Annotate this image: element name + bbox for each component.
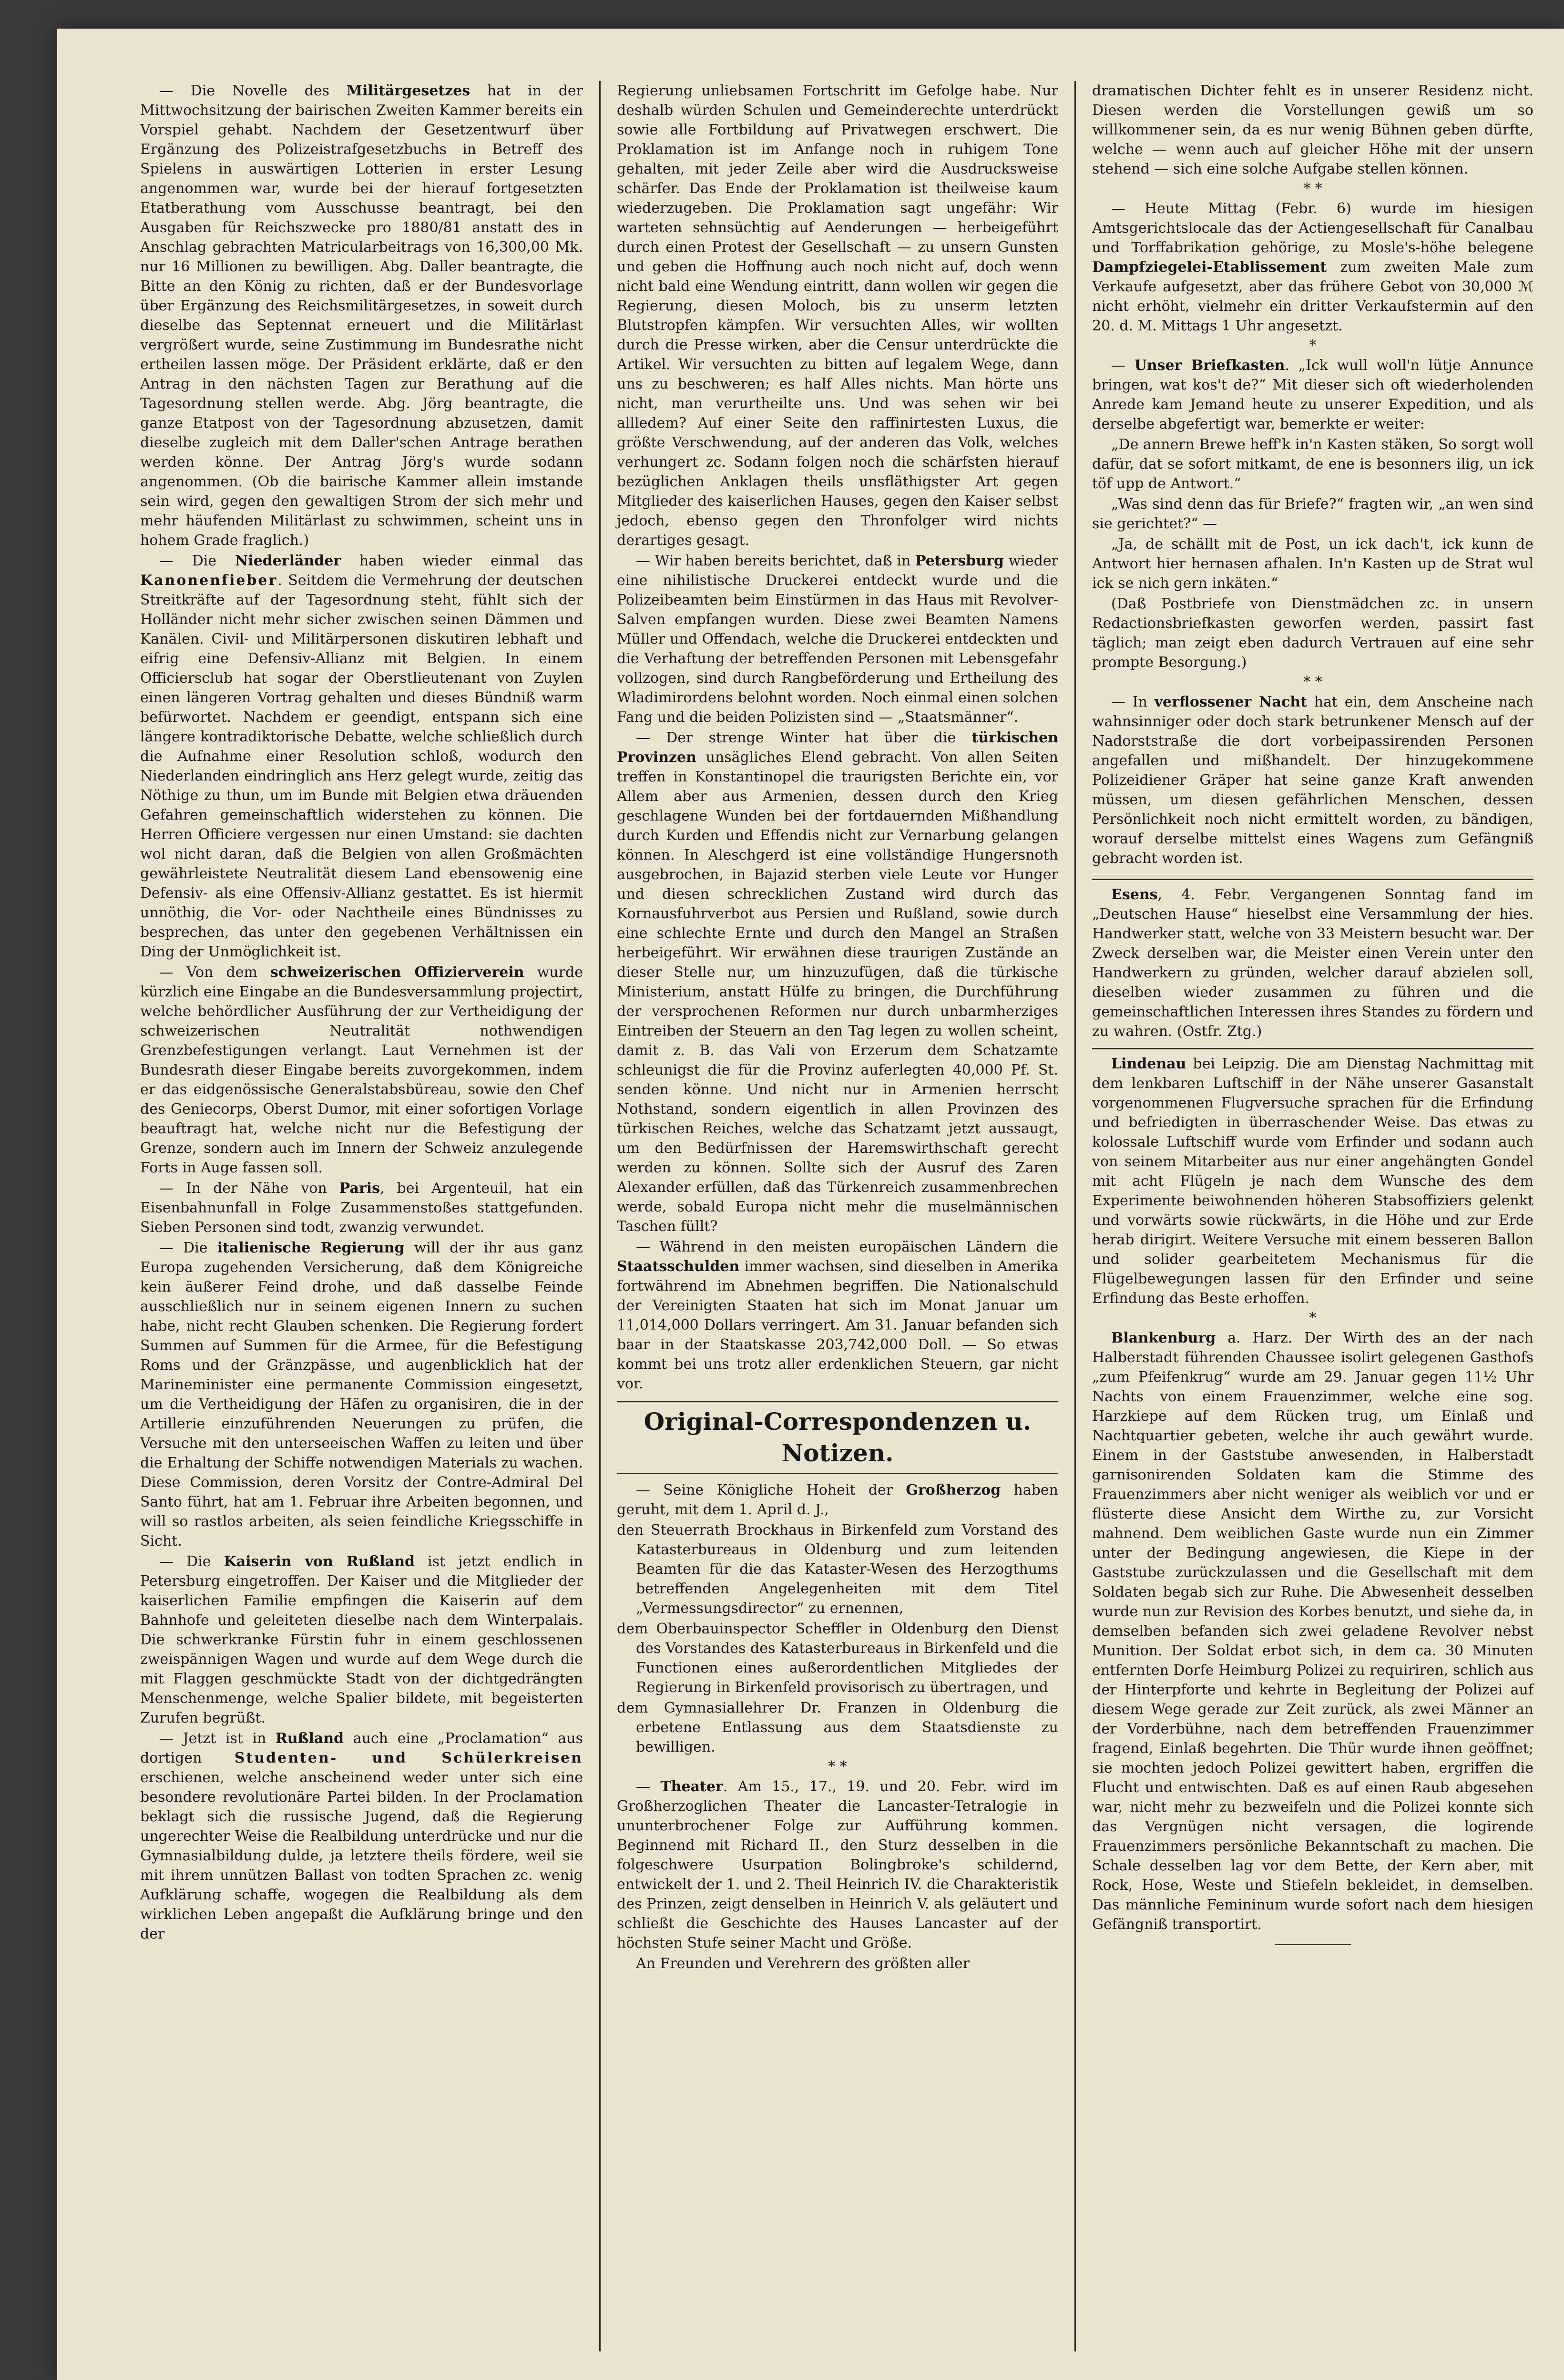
- emphasized-keyword: Lindenau: [1111, 1056, 1186, 1072]
- emphasized-keyword: Rußland: [276, 1730, 344, 1747]
- article-paragraph: [1092, 885, 1533, 1041]
- emphasized-keyword: Großherzog: [906, 1482, 1001, 1498]
- emphasized-keyword: verflossener Nacht: [1154, 694, 1307, 710]
- text-run: , bei Argenteuil, hat ein Eisenbahnunfall in Folge Zusammenstoßes stattgefunden. Sieben Personen sind todt, zwanzig verwundet.: [140, 1180, 583, 1236]
- text-run: „De annern Brewe heff'k in'n Kasten stäken, So sorgt woll dafür, dat se sofort mitkamt, de ene is besonners ilig, un ick töf upp de Antwort.“: [1092, 436, 1533, 492]
- article-paragraph: [1092, 494, 1533, 533]
- text-run: . „Ick wull woll'n lütje Annunce bringen, wat kos't de?“ Mit dieser sich oft wiederholenden Anrede kam Jemand heute zu unserer Expedition, und als derselbe abgefertigt war, bemerkte er weiter:: [1092, 357, 1534, 432]
- emphasized-keyword: italienische Regierung: [217, 1240, 405, 1256]
- emphasized-keyword: Esens: [1111, 886, 1158, 903]
- text-run: —: [636, 1778, 661, 1795]
- article-paragraph: [140, 1238, 583, 1551]
- article-paragraph: [140, 1179, 583, 1237]
- text-run: will der ihr aus ganz Europa zugehenden Versicherung, daß dem Königreiche kein äußerer Feind drohe, und daß dasselbe Feinde ausschließlich nur in seinem eigenen Innern zu suchen habe, nicht recht Glauben schenken. Die Regierung fordert Summen auf Summen für die Armee, für die Befestigung Roms und der Gränzpässe, und augenblicklich hat der Marineminister eine permanente Commission eingesetzt, um die Vertheidigung der Häfen zu organisiren, die in der Artillerie einzuführenden Neuerungen zu prüfen, die Versuche mit den unterseeischen Waffen zu leiten und über die Erhaltung der Schiffe notwendigen Materials zu wachen. Diese Commission, deren Vorsitz der Contre-Admiral Del Santo führt, hat am 1. Februar ihre Arbeiten begonnen, und will so rastlos arbeiten, als seien feindliche Kriegsschiffe in Sicht.: [140, 1240, 583, 1549]
- text-run: — Die: [159, 1553, 224, 1570]
- emphasized-keyword: Blankenburg: [1111, 1330, 1216, 1346]
- article-paragraph: [1092, 1054, 1533, 1308]
- emphasized-keyword: Niederländer: [235, 553, 341, 569]
- asterisk-separator: * *: [1303, 180, 1322, 197]
- article-paragraph: [1092, 1328, 1533, 1934]
- column-left: [124, 81, 599, 2351]
- text-run: Regierung unliebsamen Fortschritt im Gefolge habe. Nur deshalb würden Schulen und Gemeinderechte unterdrückt sowie alle Fortbildung auf Privatwegen erschwert. Die Proklamation ist im Anfange noch in ruhigem Tone gehalten, mit jeder Zeile aber wird die Ausdrucksweise schärfer. Das Ende der Proklamation ist theilweise kaum wiederzugeben. Die Proklamation sagt ungefähr: Wir warteten sehnsüchtig auf Aenderungen — herbeigeführt durch einen Protest der Gesellschaft — zu unsern Gunsten und geben die Hoffnung auch noch nicht auf, doch wenn nicht bald eine Wendung eintritt, dann wollen wir gegen die Regierung, diesen Moloch, bis zu unserm letzten Blutstropfen kämpfen. Wir versuchten Alles, wir wollten durch die Presse wirken, aber die Censur unterdrückte die Artikel. Wir versuchten zu bitten auf legalem Wege, dann uns zu beschweren; es half Alles nichts. Man hörte uns nicht, man verurtheilte uns. Und was sehen wir bei allledem? Auf einer Seite den raffinirtesten Luxus, die größte Verschwendung, auf der anderen das Volk, welches verhungert zc. Sodann folgen noch die schärfsten hierauf bezüglichen Anklagen theils unsfläthigster Art gegen Mitglieder des kaiserlichen Hauses, gegen den Kaiser selbst jedoch, ebenso gegen den Thronfolger wird nichts derartiges gesagt.: [617, 82, 1058, 549]
- text-run: (Daß Postbriefe von Dienstmädchen zc. in unsern Redactionsbriefkasten geworfen werden, passirt fast täglich; man zeigt eben dadurch Vertrauen auf eine sehr prompte Besorgung.): [1092, 595, 1533, 671]
- newspaper-page: [57, 29, 1564, 2380]
- article-paragraph: [617, 1237, 1058, 1394]
- text-run: erschienen, welche anscheinend weder unter sich eine besondere revolutionäre Partei bilden. In der Proclamation beklagt sich die russische Jugend, daß die Regierung ungerechter Weise die Realbildung unterdrücke und nur die Gymnasialbildung dulde, ja letztere theils fördere, weil sie mit ihrem unnützen Ballast von todten Sprachen zc. wenig Aufklärung schaffe, wogegen die Realbildung als dem wirklichen Leben angepaßt die Aufklärung bringe und den der: [140, 1769, 583, 1942]
- article-paragraph: [1092, 356, 1533, 434]
- article-paragraph: [140, 551, 583, 962]
- emphasized-keyword: Paris: [339, 1180, 380, 1197]
- text-run: wieder eine nihilistische Druckerei entdeckt wurde und die Polizeibeamten beim Einstürmen in das Haus mit Revolver-Salven empfangen wurden. Diese zwei Beamten Namens Müller und Offendach, welche die Druckerei entdeckten und die Verhaftung der betreffenden Personen mit Lebensgefahr vollzogen, sind durch Rangbeförderung und Ertheilung des Wladimirordens belohnt worden. Noch einmal einen solchen Fang und die beiden Polizisten sind — „Staatsmänner“.: [617, 553, 1058, 726]
- text-run: a. Harz. Der Wirth des an der nach Halberstadt führenden Chaussee isolirt gelegenen Gasthofs „zum Pfeifenkrug“ wurde am 29. Januar gegen 11½ Uhr Nachts von einem Frauenzimmer, welche eine sog. Harzkiepe auf dem Rücken trug, um Einlaß und Nachtquartier gebeten, welche ihr auch gewährt wurde. Einem in der Gaststube anwesenden, in Halberstadt garnisonirenden Soldaten kam die Stimme des Frauenzimmers aber nicht weniger als weiblich vor und er flüsterte diese Ansicht dem Wirthe zu, zur Vorsicht mahnend. Dem weiblichen Gaste wurde nun ein Zimmer unter der Bedingung angewiesen, die Kiepe in der Gaststube zurückzulassen und die Gesellschaft mit dem Soldaten begab sich zur Ruhe. Die Abwesenheit desselben wurde nun zur Revision des Korbes benutzt, und siehe da, in demselben befanden sich zwei geladene Revolver nebst Munition. Der Soldat erbot sich, in dem ca. 30 Minuten entfernten Dorfe Heimburg Polizei zu requiriren, schlich aus der Hinterpforte und kehrte in Begleitung der Polizei auf diesem Wege gerade zur Zeit zurück, als zwei Männer an der Vorderbühne, nach dem betreffenden Frauenzimmer fragend, Einlaß begehrten. Die Thür wurde ihnen geöffnet; sie mochten jedoch Polizei gewittert haben, ergriffen die Flucht und entwischten. Daß es auf einen Raub abgesehen war, nicht mehr zu bezweifeln und die Polizei konnte sich das Vergnügen nicht versagen, die logirende Frauenzimmers persönliche Bekanntschaft zu machen. Die Schale desselben lag vor dem Bette, der Kern aber, mit Rock, Hose, Weste und Stiefeln bekleidet, in demselben. Das männliche Femininum wurde sofort nach dem hiesigen Gefängniß transportirt.: [1092, 1330, 1533, 1933]
- emphasized-keyword: Unser Briefkasten: [1134, 357, 1285, 374]
- asterisk-separator: * *: [1303, 674, 1322, 690]
- article-paragraph: [617, 551, 1058, 727]
- text-run: dem Oberbauinspector Scheffler in Oldenburg den Dienst des Vorstandes des Katasterbureaus in Birkenfeld und die Functionen eines außerordentlichen Mitgliedes der Regierung in Birkenfeld provisorisch zu übertragen, und: [617, 1621, 1058, 1696]
- text-run: — Jetzt ist in: [159, 1730, 276, 1747]
- text-run: . Seitdem die Vermehrung der deutschen Streitkräfte auf der Tagesordnung steht, fühlt sich der Holländer nicht mehr sicher zwischen seinen Dämmen und Kanälen. Civil- und Militärpersonen diskutiren lebhaft und eifrig eine Defensiv-Allianz mit Belgien. In einem Officiersclub hat sogar der Oberstlieutenant von Zuylen einen längeren Vortrag gehalten und dieses Bündniß warm befürwortet. Nachdem er geendigt, entspann sich eine längere kontradiktorische Debatte, welche schließlich durch die Aufnahme einer Resolution schloß, wodurch den Niederlanden eindringlich ans Herz gelegt wurde, zeitig das Nöthige zu thun, um im Bunde mit Belgien etwa dräuenden Gefahren gemeinschaftlich widerstehen zu können. Die Herren Officiere vergessen nur einen Umstand: sie dachten wol nicht daran, daß die Belgien von allen Großmächten gewährleistete Neutralität diesem Land ebensowenig eine Defensiv- als eine Offensiv-Allianz gestattet. Es ist hiermit unnöthig, die Vor- oder Nachtheile eines Bündnisses zu besprechen, das unter den gegebenen Verhältnissen ein Ding der Unmöglichkeit ist.: [140, 572, 583, 960]
- column-divider-rule: [1092, 1048, 1533, 1049]
- appointment-item: [617, 1698, 1058, 1757]
- text-run: haben wieder einmal das: [341, 553, 583, 569]
- text-run: haben geruht, mit dem 1. April d. J.,: [617, 1482, 1058, 1518]
- emphasized-keyword: Staatsschulden: [617, 1258, 740, 1275]
- emphasized-keyword: türkischen Provinzen: [617, 729, 1058, 766]
- text-run: — Die: [159, 1240, 217, 1256]
- article-paragraph: [617, 81, 1058, 550]
- article-paragraph: [1092, 199, 1533, 336]
- text-run: auch eine „Proclamation“ aus dortigen: [140, 1730, 583, 1766]
- text-run: — Wir haben bereits berichtet, daß in: [636, 553, 915, 569]
- article-paragraph: [617, 1480, 1058, 1519]
- emphasized-keyword: Theater: [660, 1778, 723, 1795]
- text-run: unsägliches Elend gebracht. Von allen Seiten treffen in Konstantinopel die traurigsten Berichte ein, vor Allem aber aus Armenien, dessen durch den Krieg geschlagene Wunden bei der fortdauernden Mißhandlung durch Kurden und Effendis nicht zur Vernarbung gelangen können. In Aleschgerd ist eine vollständige Hungersnoth ausgebrochen, in Bajazid sterben viele Leute vor Hunger und diesen schrecklichen Zustand wird durch das Kornausfuhrverbot aus Persien und Rußland, sowie durch eine schlechte Ernte und durch den Mangel an Straßen herbeigeführt. Wir erwähnen diese traurigen Zustände an dieser Stelle nur, um hinzuzufügen, daß die türkische Ministerium, anstatt Hülfe zu bringen, die Durchführung der versprochenen Reformen nur durch unbarmherziges Eintreiben der Steuern an den Tag legen zu wollen scheint, damit z. B. das Vali von Erzerum dem Schatzamte schleunigst die für die Provinz auferlegten 40,000 Pf. St. senden könne. Und nicht nur in Armenien herrscht Nothstand, sondern eigentlich in allen Provinzen des türkischen Reiches, welche das Schatzamt jetzt aussaugt, um den Bedürfnissen der Haremswirthschaft gerecht werden zu können. Sollte sich der Ausruf des Zaren Alexander erfüllen, daß das Türkenreich zusammenbrechen werde, sobald Europa nicht mehr die muselmännischen Taschen füllt?: [617, 749, 1058, 1235]
- text-columns: [124, 81, 1550, 2351]
- text-run: —: [1111, 357, 1135, 374]
- column-right: [1074, 81, 1550, 2351]
- text-run: — Die Novelle des: [159, 82, 347, 99]
- appointment-item: [617, 1520, 1058, 1618]
- asterisk-separator: *: [1309, 1310, 1317, 1326]
- text-run: „Ja, de schällt mit de Post, un ick dach't, ick kunn de Antwort hier hernasen afhalen. In'n Kasten up de Strat wul ick se nich gern inkäten.“: [1092, 536, 1533, 592]
- text-run: An Freunden und Verehrern des größten aller: [636, 1955, 970, 1972]
- text-run: zum zweiten Male zum Verkaufe aufgesetzt, aber das frühere Gebot von 30,000 ℳ nicht erhöht, vielmehr ein dritter Verkaufstermin auf den 20. d. M. Mittags 1 Uhr angesetzt.: [1092, 259, 1533, 334]
- emphasized-keyword: Kanonenfieber: [140, 572, 278, 589]
- text-run: — In der Nähe von: [159, 1180, 339, 1197]
- text-run: . Am 15., 17., 19. und 20. Febr. wird im Großherzoglichen Theater die Lancaster-Tetralogie in ununterbrochener Folge zur Aufführung kommen. Beginnend mit Richard II., den Sturz desselben in die folgeschwere Usurpation Bolingbroke's schildernd, entwickelt der 1. und 2. Theil Heinrich IV. die Charakteristik des Prinzen, zeigt denselben in Heinrich V. als geläutert und schließt die Geschichte des Hauses Lancaster auf der höchsten Stufe seiner Macht und Größe.: [617, 1778, 1058, 1951]
- section-heading: Original-Correspondenzen u. Notizen.: [617, 1401, 1058, 1474]
- article-paragraph: [617, 1954, 1058, 1973]
- emphasized-keyword: Militärgesetzes: [346, 82, 470, 99]
- article-paragraph: [1092, 81, 1533, 179]
- text-run: hat ein, dem Anscheine nach wahnsinniger oder doch stark betrunkener Mensch auf der Nadorststraße die dort vorbeipassirenden Personen angefallen und mißhandelt. Der hinzugekommene Polizeidiener Gräper hat seine ganze Kraft anwenden müssen, um diesen gefährlichen Menschen, dessen Persönlichkeit noch nicht ermittelt worden, zu bändigen, worauf derselbe mittelst eines Wagens zum Gefängniß gebracht worden ist.: [1092, 694, 1533, 867]
- article-paragraph: [140, 1729, 583, 1944]
- text-run: den Steuerrath Brockhaus in Birkenfeld zum Vorstand des Katasterbureaus in Oldenburg und zum leitenden Beamten für die das Kataster-Wesen des Herzogthums betreffenden Angelegenheiten mit dem Titel „Vermessungsdirector“ zu ernennen,: [617, 1522, 1058, 1617]
- text-run: hat in der Mittwochsitzung der bairischen Zweiten Kammer bereits ein Vorspiel gehabt. Nachdem der Gesetzentwurf über Ergänzung des Polizeistrafgesetzbuchs in Betreff des Spielens in auswärtigen Lotterien in erster Lesung angenommen war, wurde bei der hierauf fortgesetzten Etatberathung vom Ausschusse beantragt, bei den Ausgaben für Reichszwecke pro 1880/81 anstatt des in Anschlag gebrachten Matricularbeitrags von 16,300,00 Mk. nur 16 Millionen zu bewilligen. Abg. Daller beantragte, die Bitte an den König zu richten, daß er der Bundesvorlage über Ergänzung des Reichsmilitärgesetzes, in soweit durch dieselbe das Septennat erneuert und die Militärlast vergrößert wurde, seine Zustimmung im Bundesrathe nicht ertheilen lassen möge. Der Präsident erklärte, daß er den Antrag in den nächsten Tagen zur Berathung auf die Tagesordnung stellen werde. Abg. Jörg beantragte, die ganze Etatpost von der Tagesordnung abzusetzen, damit dieselbe zugleich mit dem Daller'schen Antrage berathen werden könne. Der Antrag Jörg's wurde sodann angenommen. (Ob die bairische Kammer allein imstande sein wird, gegen den gewaltigen Strom der sich mehr und mehr häufenden Militärlast zu schwimmen, scheint uns in hohem Grade fraglich.): [140, 82, 583, 549]
- emphasized-keyword: Dampfziegelei-Etablissement: [1092, 259, 1327, 276]
- emphasized-keyword: Kaiserin von Rußland: [224, 1553, 415, 1570]
- asterisk-separator: * *: [828, 1758, 847, 1775]
- text-run: — Heute Mittag (Febr. 6) wurde im hiesigen Amtsgerichtslocale das der Actiengesellschaft für Canalbau und Torffabrikation gehörige, zu Mosle's-höhe belegene: [1092, 200, 1533, 256]
- text-run: ist jetzt endlich in Petersburg eingetroffen. Der Kaiser und die Mitglieder der kaiserlichen Familie empfingen die Kaiserin auf dem Bahnhofe und geleiteten dieselbe nach dem Winterpalais. Die schwerkranke Fürstin fuhr in einem geschlossenen zweispännigen Wagen und wurde auf dem Wege durch die mit Flaggen geschmückte Stadt von der dichtgedrängten Menschenmenge, welche Spalier bildete, mit begeisterten Zurufen begrüßt.: [140, 1553, 583, 1726]
- text-run: „Was sind denn das für Briefe?“ fragten wir, „an wen sind sie gerichtet?“ —: [1092, 496, 1533, 532]
- article-paragraph: [617, 728, 1058, 1236]
- text-run: dramatischen Dichter fehlt es in unserer Residenz nicht. Diesen werden die Vorstellungen gewiß um so willkommener sein, da es nur wenig Bühnen geben dürfte, welche — wenn auch auf gleicher Höhe mit der unsern stehend — sich eine solche Aufgabe stellen können.: [1092, 82, 1533, 177]
- text-run: bei Leipzig. Die am Dienstag Nachmittag mit dem lenkbaren Luftschiff in der Nähe unserer Gasanstalt vorgenommenen Flugversuche sprachen für die Erfindung und befriedigten in überraschender Weise. Das etwas zu kolossale Luftschiff wurde vom Erfinder und sodann auch von seinem Mitarbeiter aus nur einer angehängten Gondel mit acht Flügeln je nach dem Wunsche des dem Experimente beiwohnenden höheren Stabsoffiziers gelenkt und vorwärts sowie rückwärts, in die Höhe und zur Erde herab dirigirt. Weitere Versuche mit einem besseren Ballon und solider gearbeitetem Mechanismus für die Flügelbewegungen lassen für den Erfinder und seine Erfindung das Beste erhoffen.: [1092, 1056, 1533, 1307]
- text-run: , 4. Febr. Vergangenen Sonntag fand im „Deutschen Hause“ hieselbst eine Versammlung der hies. Handwerker statt, welche von 33 Meistern besucht war. Der Zweck derselben war, die Meister einen Verein unter den Handwerkern zu gründen, welcher darauf abzielen soll, dieselben wieder zusammen zu führen und die gemeinschaftlichen Interessen ihres Standes zu fördern und zu wahren. (Ostfr. Ztg.): [1092, 886, 1533, 1040]
- article-paragraph: [1092, 435, 1533, 493]
- column-middle: [599, 81, 1074, 2351]
- emphasized-keyword: Petersburg: [915, 553, 1004, 569]
- article-paragraph: [617, 1777, 1058, 1953]
- end-rule: [1275, 1944, 1351, 1945]
- double-divider-rule: [1092, 875, 1533, 880]
- article-paragraph: [140, 1552, 583, 1728]
- article-paragraph: [140, 963, 583, 1178]
- text-run: — Die: [159, 553, 235, 569]
- text-run: immer wachsen, sind dieselben in Amerika fortwährend im Abnehmen begriffen. Die Nationalschuld der Vereinigten Staaten hat sich im Monat Januar um 11,014,000 Dollars verringert. Am 31. Januar befanden sich baar in der Staatskasse 203,742,000 Doll. — So etwas kommt bei uns trotz aller erdenklichen Steuern, gar nicht vor.: [617, 1258, 1058, 1392]
- asterisk-separator: *: [1309, 337, 1317, 354]
- text-run: dem Gymnasiallehrer Dr. Franzen in Oldenburg die erbetene Entlassung aus dem Staatsdienste zu bewilligen.: [617, 1700, 1058, 1755]
- emphasized-keyword: Studenten- und Schülerkreisen: [234, 1750, 583, 1766]
- article-paragraph: [1092, 594, 1533, 672]
- emphasized-keyword: schweizerischen Offizierverein: [270, 964, 524, 981]
- text-run: — Von dem: [159, 964, 271, 981]
- text-run: — In: [1111, 694, 1155, 710]
- text-run: — Während in den meisten europäischen Ländern die: [636, 1239, 1058, 1255]
- text-run: — Seine Königliche Hoheit der: [636, 1482, 906, 1498]
- article-paragraph: [140, 81, 583, 550]
- article-paragraph: [1092, 534, 1533, 593]
- text-run: wurde kürzlich eine Eingabe an die Bundesversammlung projectirt, welche behördlicher Ausführung der zur Vertheidigung der schweizerischen Neutralität nothwendigen Grenzbefestigungen verlangt. Laut Vernehmen ist der Bundesrath dieser Eingabe bereits zuvorgekommen, indem er das eidgenössische Generalstabsbüreau, sowie den Chef des Geniecorps, Oberst Dumor, mit einer sofortigen Vorlage beauftragt hat, welche nicht nur die Befestigung der Grenze, sondern auch im Innern der Schweiz anzulegende Forts in Auge fassen soll.: [140, 964, 583, 1176]
- article-paragraph: [1092, 692, 1533, 868]
- text-run: — Der strenge Winter hat über die: [636, 729, 972, 746]
- appointment-item: [617, 1619, 1058, 1697]
